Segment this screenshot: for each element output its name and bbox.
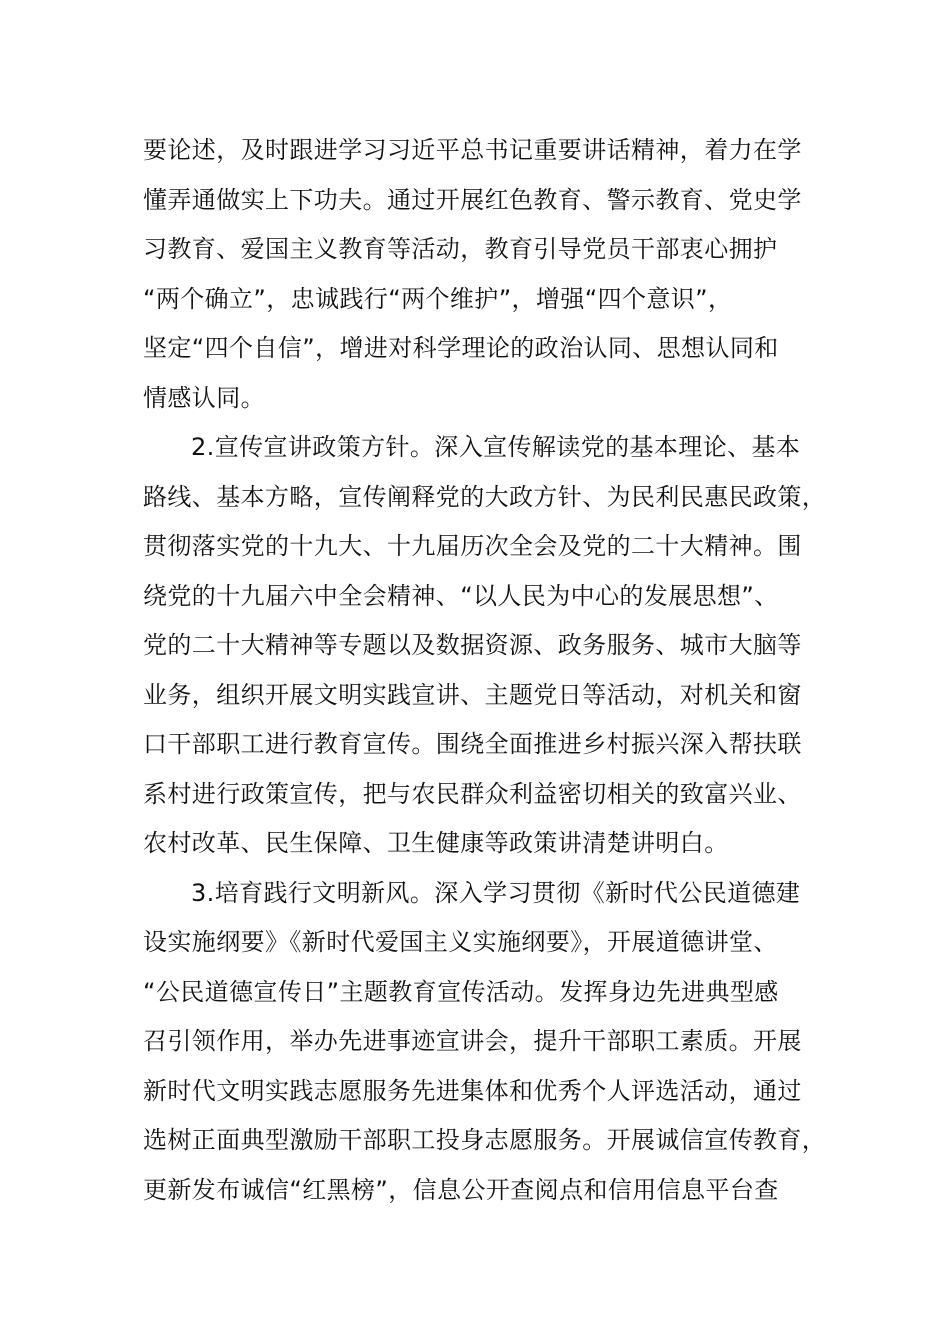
text-line: 系村进行政策宣传，把与农民群众利益密切相关的致富兴业、	[143, 779, 802, 808]
text-line: 召引领作用，举办先进事迹宣讲会，提升干部职工素质。开展	[143, 1027, 802, 1055]
text-line: “两个确立”，忠诚践行“两个维护”，增强“四个意识”，	[143, 284, 733, 313]
text-line: 口干部职工进行教育宣传。围绕全面推进乡村振兴深入帮扶联	[143, 730, 802, 758]
text-line: 农村改革、民生保障、卫生健康等政策讲清楚讲明白。	[143, 829, 729, 857]
text-line: 新时代文明实践志愿服务先进集体和优秀个人评选活动，通过	[143, 1076, 802, 1105]
text-line: 绕党的十九届六中全会精神、“以人民为中心的发展思想”、	[143, 581, 779, 610]
text-line: 路线、基本方略，宣传阐释党的大政方针、为民利民惠民政策，	[143, 482, 827, 511]
text-line: 习教育、爱国主义教育等活动，教育引导党员干部衷心拥护	[143, 235, 778, 263]
text-line: 情感认同。	[143, 383, 265, 412]
text-line: 党的二十大精神等专题以及数据资源、政务服务、城市大脑等	[143, 631, 802, 659]
text-line: 设实施纲要》《新时代爱国主义实施纲要》，开展道德讲堂、	[143, 928, 778, 956]
text-line: 选树正面典型激励干部职工投身志愿服务。开展诚信宣传教育，	[143, 1126, 827, 1154]
section-heading-line: 3.培育践行文明新风。深入学习贯彻《新时代公民道德建	[191, 878, 801, 907]
text-line: 要论述，及时跟进学习习近平总书记重要讲话精神，着力在学	[143, 136, 802, 164]
text-line: 更新发布诚信“红黑榜”，信息公开查阅点和信用信息平台查	[143, 1175, 779, 1204]
text-line: 业务，组织开展文明实践宣讲、主题党日等活动，对机关和窗	[143, 680, 802, 709]
text-line: 懂弄通做实上下功夫。通过开展红色教育、警示教育、党史学	[143, 185, 802, 214]
text-line: “公民道德宣传日”主题教育宣传活动。发挥身边先进典型感	[143, 977, 779, 1006]
text-line: 贯彻落实党的十九大、十九届历次全会及党的二十大精神。围	[143, 532, 802, 560]
text-line: 坚定“四个自信”，增进对科学理论的政治认同、思想认同和	[143, 334, 779, 362]
document-body	[143, 126, 827, 1215]
section-heading-line: 2.宣传宣讲政策方针。深入宣传解读党的基本理论、基本	[191, 433, 801, 461]
